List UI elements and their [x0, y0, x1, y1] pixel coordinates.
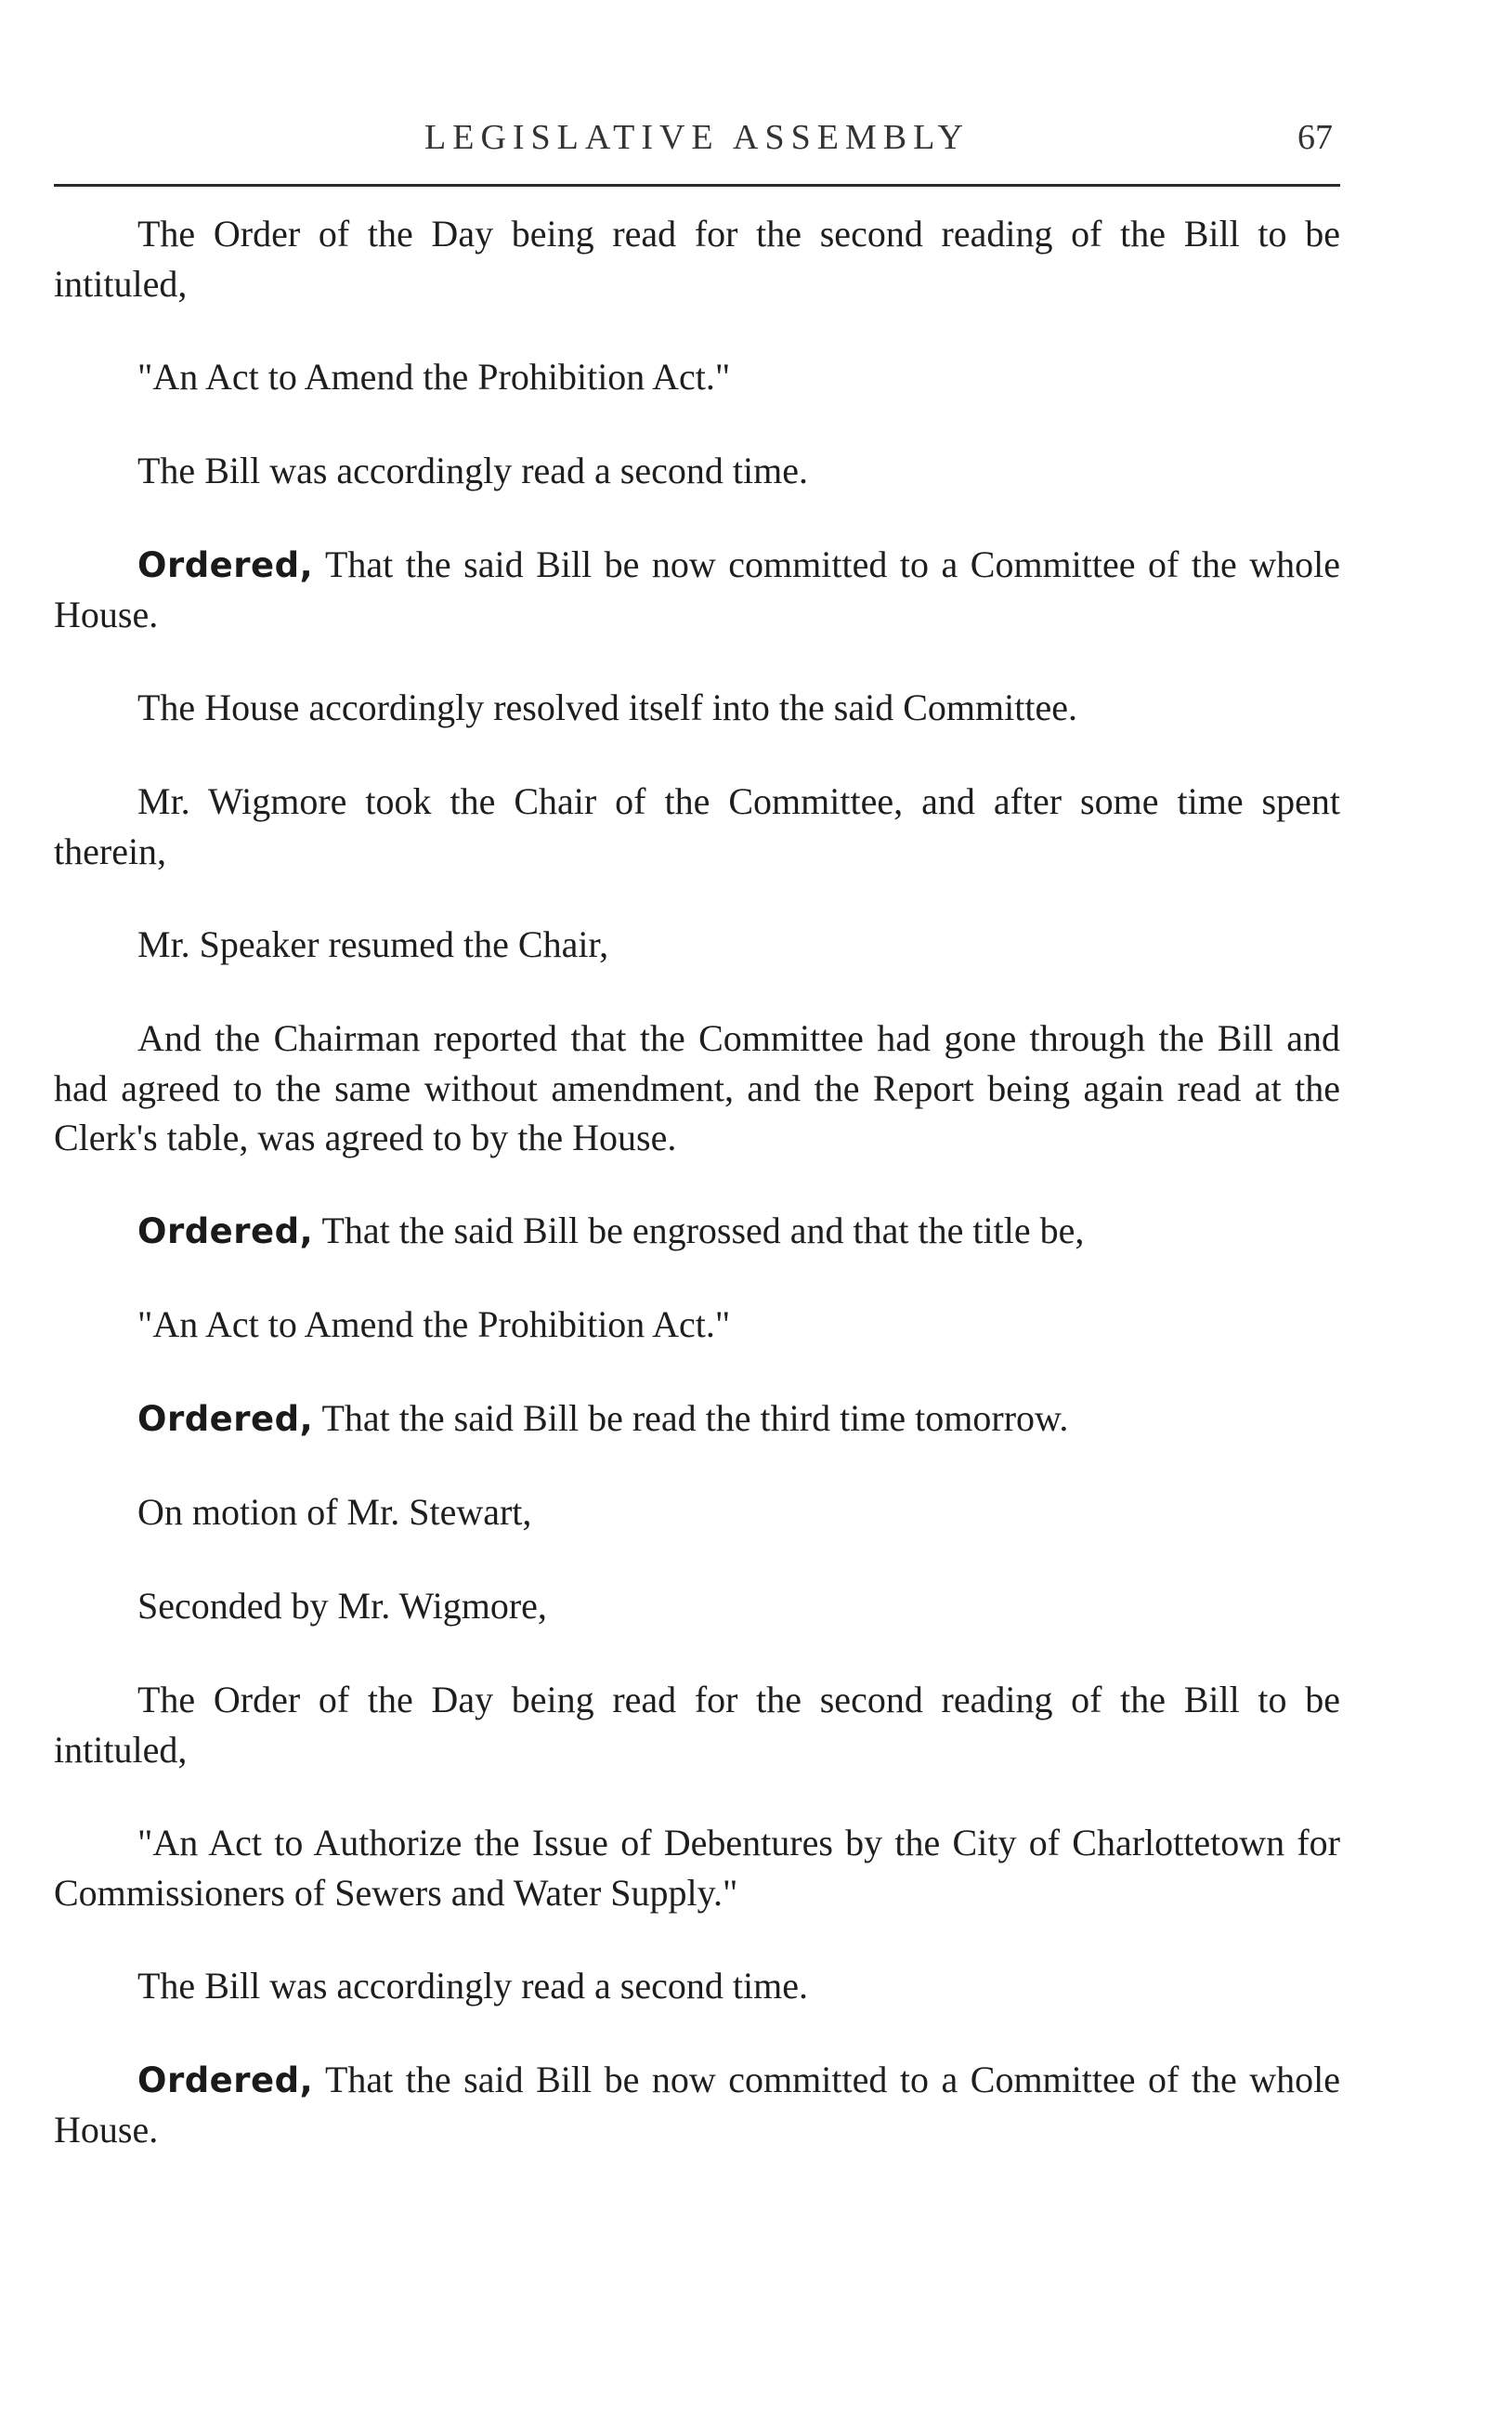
- paragraph-text: Mr. Speaker resumed the Chair,: [137, 923, 609, 965]
- paragraph-bill-title: [54, 352, 1340, 402]
- paragraph-lead: Ordered,: [137, 2060, 314, 2100]
- paragraph-text: Mr. Wigmore took the Chair of the Committee, and after some time spent therein,: [54, 780, 1340, 872]
- paragraph-text: That the said Bill be engrossed and that the title be,: [321, 1210, 1085, 1251]
- paragraph-second-reading: [54, 446, 1340, 496]
- paragraph-text: The Bill was accordingly read a second time.: [137, 1965, 808, 2007]
- paragraph-text: "An Act to Amend the Prohibition Act.": [137, 1303, 731, 1345]
- running-title: LEGISLATIVE ASSEMBLY: [424, 118, 970, 157]
- paragraph-ordered-engrossed: [54, 1206, 1340, 1256]
- paragraph-text: The Bill was accordingly read a second time.: [137, 450, 808, 491]
- paragraph-text: That the said Bill be now committed to a Committee of the whole House.: [54, 543, 1340, 635]
- paragraph-chairman-reported: [54, 1013, 1340, 1162]
- paragraph-text: On motion of Mr. Stewart,: [137, 1491, 532, 1533]
- paragraph-motion: [54, 1487, 1340, 1537]
- paragraph-bill-title: [54, 1300, 1340, 1350]
- paragraph-speaker-resumed: [54, 920, 1340, 970]
- paragraph-second-reading: [54, 1961, 1340, 2011]
- paragraph-seconded: [54, 1581, 1340, 1631]
- paragraph-text: That the said Bill be now committed to a Committee of the whole House.: [54, 2059, 1340, 2151]
- paragraph-lead: Ordered,: [137, 1211, 314, 1251]
- paragraph-lead: Ordered,: [137, 1399, 314, 1439]
- paragraph-order-of-day: [54, 1675, 1340, 1774]
- paragraph-house-resolved: [54, 683, 1340, 733]
- paragraph-ordered-third-time: [54, 1393, 1340, 1444]
- page-number: 67: [1297, 118, 1333, 157]
- paragraph-text: The Order of the Day being read for the second reading of the Bill to be intituled,: [54, 1679, 1340, 1771]
- paragraph-order-of-day: [54, 209, 1340, 308]
- paragraph-bill-title: [54, 1818, 1340, 1917]
- body-text: [54, 209, 1340, 2198]
- paragraph-text: That the said Bill be read the third time tomorrow.: [321, 1397, 1069, 1439]
- paragraph-ordered-committed: [54, 2055, 1340, 2154]
- paragraph-text: The House accordingly resolved itself into the said Committee.: [137, 686, 1077, 728]
- paragraph-lead: Ordered,: [137, 545, 314, 585]
- paragraph-wigmore-chair: [54, 777, 1340, 876]
- paragraph-text: The Order of the Day being read for the second reading of the Bill to be intituled,: [54, 213, 1340, 305]
- paragraph-text: And the Chairman reported that the Committee had gone through the Bill and had agreed to the same without amendment, and the Report being again read at the Clerk's table, was agreed to by the House.: [54, 1017, 1340, 1158]
- paragraph-ordered-committed: [54, 540, 1340, 639]
- paragraph-text: "An Act to Amend the Prohibition Act.": [137, 356, 731, 398]
- paragraph-text: "An Act to Authorize the Issue of Debentures by the City of Charlottetown for Commissioners of Sewers and Water Supply.": [54, 1822, 1340, 1914]
- paragraph-text: Seconded by Mr. Wigmore,: [137, 1585, 547, 1627]
- page-header: [54, 110, 1340, 187]
